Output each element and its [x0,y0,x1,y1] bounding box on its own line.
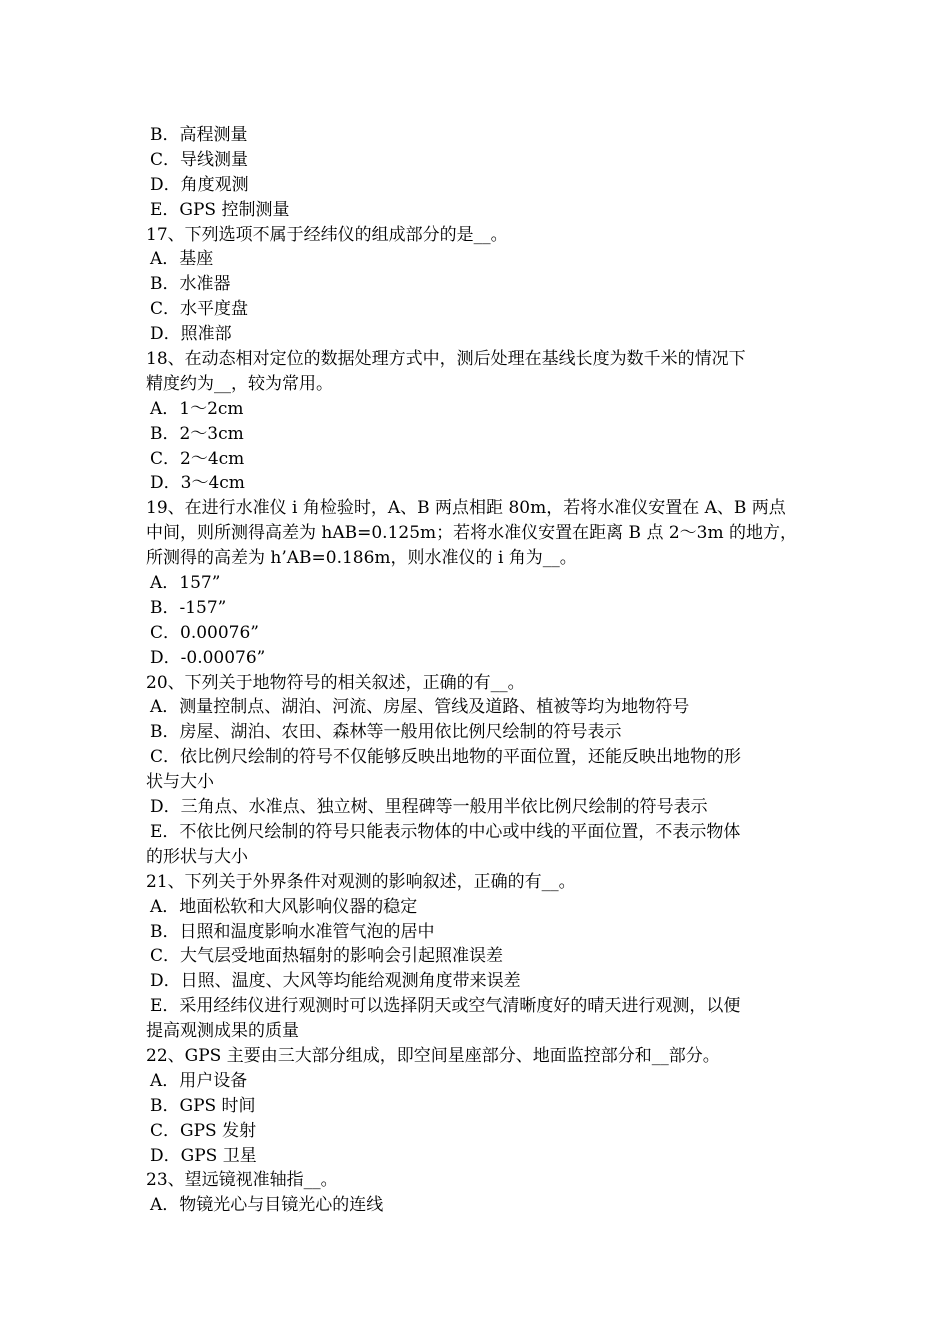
answer-option-line: A．用户设备 [150,1070,248,1091]
answer-option-line: B．日照和温度影响水准管气泡的居中 [150,921,435,942]
answer-option-line: B．2～3cm [150,423,244,444]
answer-option-line: C．大气层受地面热辐射的影响会引起照准误差 [150,946,504,967]
answer-option-line: E．采用经纬仪进行观测时可以选择阴天或空气清晰度好的晴天进行观测，以便 [150,996,741,1017]
answer-option-line: B．高程测量 [150,125,248,145]
answer-option-line: B．-157” [150,597,227,618]
answer-option-line: B．水准器 [150,274,231,295]
answer-option-line: D．-0.00076” [150,647,266,668]
answer-option-line: E．GPS 控制测量 [150,199,290,220]
question-text-line: 23、望远镜视准轴指__。 [146,1170,338,1191]
question-text-line: 精度约为__，较为常用。 [146,373,333,394]
answer-option-line: A．地面松软和大风影响仪器的稳定 [150,896,418,917]
answer-option-line: D．照准部 [150,324,232,345]
answer-option-line: D．三角点、水准点、独立树、里程碑等一般用半依比例尺绘制的符号表示 [150,797,708,818]
question-text-line: 17、下列选项不属于经纬仪的组成部分的是__。 [146,224,508,245]
answer-option-line: D．角度观测 [150,174,249,195]
answer-option-line: E．不依比例尺绘制的符号只能表示物体的中心或中线的平面位置，不表示物体 [150,821,741,842]
answer-option-line: C．GPS 发射 [150,1120,257,1141]
question-text-line: 20、下列关于地物符号的相关叙述，正确的有__。 [146,672,525,693]
answer-option-line: C．水平度盘 [150,299,249,320]
answer-option-line: A．测量控制点、湖泊、河流、房屋、管线及道路、植被等均为地物符号 [150,697,690,718]
answer-option-line: C．依比例尺绘制的符号不仅能够反映出地物的平面位置，还能反映出地物的形 [150,747,742,768]
answer-option-line: C．0.00076” [150,622,259,643]
question-text-line: 22、GPS 主要由三大部分组成，即空间星座部分、地面监控部分和__部分。 [146,1045,720,1066]
answer-option-line: D．3～4cm [150,473,245,494]
question-text-line: 18、在动态相对定位的数据处理方式中，测后处理在基线长度为数千米的情况下 [146,349,746,370]
question-text-line: 21、下列关于外界条件对观测的影响叙述，正确的有__。 [146,871,576,892]
question-text-line: 提高观测成果的质量 [146,1021,299,1042]
answer-option-line: C．2～4cm [150,448,245,469]
answer-option-line: A．基座 [150,249,214,270]
question-text-line: 中间，则所测得高差为 hAB=0.125m；若将水准仪安置在距离 B 点 2～3m 的地方， [146,523,798,544]
document-body [146,123,816,1218]
question-text-line: 的形状与大小 [146,846,248,867]
answer-option-line: B．GPS 时间 [150,1095,256,1116]
answer-option-line: A．157” [150,573,221,594]
answer-option-line: A．物镜光心与目镜光心的连线 [150,1195,384,1216]
answer-option-line: B．房屋、湖泊、农田、森林等一般用依比例尺绘制的符号表示 [150,722,622,743]
question-text-line: 状与大小 [146,772,214,793]
answer-option-line: D．GPS 卫星 [150,1145,257,1166]
question-text-line: 所测得的高差为 h’AB=0.186m，则水准仪的 i 角为__。 [146,548,577,569]
answer-option-line: D．日照、温度、大风等均能给观测角度带来误差 [150,971,521,992]
answer-option-line: A．1～2cm [150,398,244,419]
answer-option-line: C．导线测量 [150,149,249,170]
question-text-line: 19、在进行水准仪 i 角检验时，A、B 两点相距 80m，若将水准仪安置在 A、B 两点 [146,498,786,519]
